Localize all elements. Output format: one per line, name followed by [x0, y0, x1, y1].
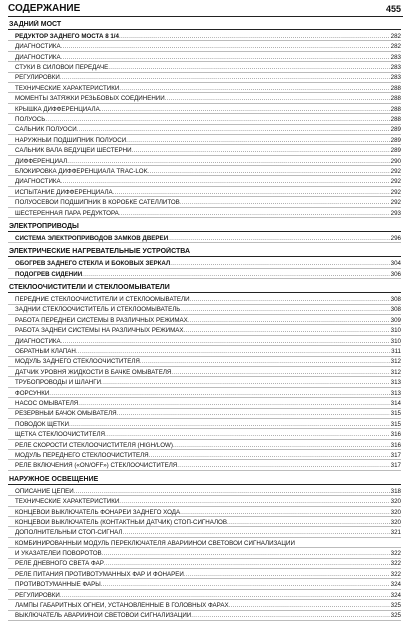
dot-leader	[165, 95, 390, 103]
dot-leader	[78, 400, 389, 408]
toc-entry[interactable]	[8, 569, 401, 579]
toc-entry[interactable]	[8, 305, 401, 315]
dot-leader	[101, 581, 390, 589]
toc-entry[interactable]	[8, 104, 401, 114]
entry-page-number: 283	[390, 53, 401, 61]
entry-label: СТУКИ В СИЛОВОЙ ПЕРЕДАЧЕ	[15, 64, 109, 72]
toc-entry[interactable]	[8, 409, 401, 419]
toc-entry[interactable]	[8, 496, 401, 506]
entry-page-number: 290	[390, 157, 401, 165]
entry-label: КОМБИНИРОВАННЫЙ МОДУЛЬ ПЕРЕКЛЮЧАТЕЛЯ АВАРИЙНОЙ СВЕТОВОЙ СИГНАЛИЗАЦИИ	[15, 539, 295, 547]
entry-label: САЛЬНИК ПОЛУОСИ	[15, 126, 77, 134]
dot-leader	[77, 126, 390, 134]
toc-entry[interactable]	[8, 294, 401, 304]
toc-section	[8, 475, 401, 621]
dot-leader	[119, 210, 390, 218]
entry-label: ТЕХНИЧЕСКИЕ ХАРАКТЕРИСТИКИ	[15, 498, 120, 506]
dot-leader	[190, 296, 390, 304]
toc-section	[8, 20, 401, 218]
toc-entry[interactable]	[8, 398, 401, 408]
dot-leader	[173, 442, 390, 450]
entry-page-number: 318	[390, 487, 401, 495]
entry-page-number: 289	[390, 126, 401, 134]
entry-page-number: 312	[390, 358, 401, 366]
entry-label: САЛЬНИК ВАЛА ВЕДУЩЕЙ ШЕСТЕРНИ	[15, 147, 132, 155]
toc-entry[interactable]	[8, 93, 401, 103]
dot-leader	[126, 137, 390, 145]
entry-page-number: 293	[390, 209, 401, 217]
entry-page-number: 316	[390, 441, 401, 449]
dot-leader	[74, 488, 390, 496]
entry-page-number: 288	[390, 84, 401, 92]
dot-leader	[45, 116, 389, 124]
toc-entry[interactable]	[8, 125, 401, 135]
entry-page-number: 322	[390, 550, 401, 558]
entry-label: ЩЕТКА СТЕКЛООЧИСТИТЕЛЯ	[15, 431, 105, 439]
toc-entry[interactable]	[8, 52, 401, 62]
dot-leader	[132, 147, 390, 155]
dot-leader	[122, 529, 389, 537]
entry-label: ОБРАТНЫЙ КЛАПАН	[15, 348, 76, 356]
entry-label: МОДУЛЬ ПЕРЕДНЕГО СТЕКЛООЧИСТИТЕЛЯ	[15, 451, 149, 459]
entry-label: ИСПЫТАНИЕ ДИФФЕРЕНЦИАЛА	[15, 188, 113, 196]
dot-leader	[119, 33, 390, 41]
entry-label: ДИАГНОСТИКА	[15, 43, 61, 51]
dot-leader	[100, 106, 390, 114]
entry-label: БЛОКИРОВКА ДИФФЕРЕНЦИАЛА TRAC-LOK	[15, 167, 148, 175]
toc-entry[interactable]	[8, 429, 401, 439]
entry-page-number: 314	[390, 400, 401, 407]
toc-entry[interactable]	[8, 208, 401, 218]
section-title: ЗАДНИЙ МОСТ	[8, 20, 401, 30]
toc-entry[interactable]	[8, 486, 401, 496]
entry-page-number: 296	[390, 234, 401, 242]
entry-label: РАБОТА ПЕРЕДНЕЙ СИСТЕМЫ В РАЗЛИЧНЫХ РЕЖИМАХ	[15, 316, 188, 324]
dot-leader	[49, 390, 389, 398]
toc-entry[interactable]	[8, 548, 401, 558]
entry-page-number: 283	[390, 64, 401, 72]
entry-page-number: 289	[390, 147, 401, 155]
entry-label: МОМЕНТЫ ЗАТЯЖКИ РЕЗЬБОВЫХ СОЕДИНЕНИЙ	[15, 95, 165, 103]
entry-label: ЗАДНИЙ СТЕКЛООЧИСТИТЕЛЬ И СТЕКЛООМЫВАТЕЛЬ	[15, 306, 181, 314]
entry-label: РАБОТА ЗАДНЕЙ СИСТЕМЫ НА РАЗЛИЧНЫХ РЕЖИМАХ	[15, 327, 184, 335]
entry-page-number: 315	[390, 420, 401, 428]
entry-page-number: 320	[390, 518, 401, 526]
entry-page-number: 317	[390, 451, 401, 459]
toc-entry[interactable]	[8, 460, 401, 470]
toc-entry[interactable]	[8, 31, 401, 41]
entry-page-number: 288	[390, 95, 401, 103]
entry-page-number: 317	[390, 462, 401, 470]
entry-label: ДАТЧИК УРОВНЯ ЖИДКОСТИ В БАЧКЕ ОМЫВАТЕЛЯ	[15, 368, 172, 376]
entry-page-number: 308	[390, 296, 401, 304]
toc-entry[interactable]	[8, 517, 401, 527]
entry-page-number: 288	[390, 105, 401, 113]
entry-label: КОНЦЕВОЙ ВЫКЛЮЧАТЕЛЬ ФОНАРЕЙ ЗАДНЕГО ХОДА	[15, 508, 181, 516]
toc-entry[interactable]	[8, 590, 401, 600]
toc-entry[interactable]	[8, 166, 401, 176]
toc-entry[interactable]	[8, 62, 401, 72]
dot-leader	[60, 592, 390, 600]
entry-label: ТЕХНИЧЕСКИЕ ХАРАКТЕРИСТИКИ	[15, 84, 120, 92]
dot-leader	[105, 431, 390, 439]
entry-label: РЕЛЕ ВКЛЮЧЕНИЯ («ON/OFF») СТЕКЛООЧИСТИТЕЛЯ	[15, 462, 178, 470]
dot-leader	[119, 498, 389, 506]
toc-entry[interactable]	[8, 579, 401, 589]
entry-page-number: 310	[390, 327, 401, 335]
dot-leader	[61, 178, 390, 186]
entry-page-number: 310	[390, 337, 401, 345]
entry-page-number: 324	[390, 591, 401, 599]
toc-entry[interactable]	[8, 135, 401, 145]
toc-entry[interactable]	[8, 83, 401, 93]
dot-leader	[149, 452, 390, 460]
toc-entry[interactable]	[8, 156, 401, 166]
dot-leader	[188, 317, 390, 325]
toc-entry[interactable]	[8, 611, 401, 621]
entry-label: ТРУБОПРОВОДЫ И ШЛАНГИ	[15, 379, 102, 387]
entry-label: ДИФФЕРЕНЦИАЛ	[15, 157, 68, 165]
entry-label: ПОВОДОК ЩЕТКИ	[15, 420, 69, 428]
entry-label: МОДУЛЬ ЗАДНЕГО СТЕКЛООЧИСТИТЕЛЯ	[15, 358, 140, 366]
entry-page-number: 292	[390, 199, 401, 207]
entry-page-number: 324	[390, 581, 401, 589]
dot-leader	[117, 410, 390, 418]
entry-page-number: 320	[390, 508, 401, 516]
dot-leader	[104, 560, 390, 568]
entry-label: ДИАГНОСТИКА	[15, 53, 61, 61]
toc-entry[interactable]	[8, 145, 401, 155]
dot-leader	[60, 74, 390, 82]
entry-label: РЕЛЕ ДНЕВНОГО СВЕТА ФАР	[15, 560, 104, 568]
entry-label: РЕЗЕРВНЫЙ БАЧОК ОМЫВАТЕЛЯ	[15, 410, 117, 418]
dot-leader	[184, 571, 390, 579]
entry-label: КОНЦЕВОЙ ВЫКЛЮЧАТЕЛЬ (КОНТАКТНЫЙ ДАТЧИК) СТОП-СИГНАЛОВ	[15, 518, 227, 526]
entry-page-number: 292	[390, 167, 401, 175]
page-number: 455	[385, 4, 401, 14]
table-of-contents	[8, 20, 401, 621]
toc-section	[8, 247, 401, 279]
entry-page-number: 320	[390, 498, 401, 506]
dot-leader	[82, 271, 390, 279]
section-title: СТЕКЛООЧИСТИТЕЛИ И СТЕКЛООМЫВАТЕЛИ	[8, 283, 401, 293]
entry-label: КРЫШКА ДИФФЕРЕНЦИАЛА	[15, 105, 100, 113]
entry-page-number: 325	[390, 602, 401, 610]
toc-entry[interactable]	[8, 233, 401, 243]
entry-label: ЛАМПЫ ГАБАРИТНЫХ ОГНЕЙ, УСТАНОВЛЕННЫЕ В ГОЛОВНЫХ ФАРАХ	[15, 602, 229, 610]
dot-leader	[227, 519, 390, 527]
entry-label: РЕЛЕ СКОРОСТИ СТЕКЛООЧИСТИТЕЛЯ (HIGH/LOW)	[15, 441, 173, 449]
dot-leader	[180, 509, 390, 517]
toc-entry[interactable]	[8, 527, 401, 537]
toc-entry[interactable]	[8, 377, 401, 387]
entry-label: ПОДОГРЕВ СИДЕНИЙ	[15, 270, 83, 278]
section-title: НАРУЖНОЕ ОСВЕЩЕНИЕ	[8, 475, 401, 485]
dot-leader	[113, 189, 390, 197]
toc-entry[interactable]	[8, 325, 401, 335]
entry-label: ОБОГРЕВ ЗАДНЕГО СТЕКЛА И БОКОВЫХ ЗЕРКАЛ	[15, 260, 171, 268]
toc-entry[interactable]	[8, 336, 401, 346]
section-title: ЭЛЕКТРОПРИВОДЫ	[8, 222, 401, 232]
toc-entry[interactable]	[8, 187, 401, 197]
dot-leader	[229, 602, 390, 610]
entry-page-number: 306	[390, 270, 401, 278]
toc-section	[8, 283, 401, 471]
toc-entry[interactable]	[8, 258, 401, 268]
page-header	[8, 3, 403, 15]
dot-leader	[177, 462, 389, 470]
entry-page-number: 292	[390, 178, 401, 186]
toc-entry[interactable]	[8, 559, 401, 569]
toc-entry[interactable]	[8, 114, 401, 124]
entry-label: РЕЛЕ ПИТАНИЯ ПРОТИВОТУМАННЫХ ФАР И ФОНАРЕЙ	[15, 570, 184, 578]
toc-entry[interactable]	[8, 176, 401, 186]
entry-page-number: 292	[390, 188, 401, 196]
entry-page-number: 315	[390, 410, 401, 418]
toc-entry[interactable]	[8, 600, 401, 610]
dot-leader	[61, 338, 390, 346]
entry-label: ВЫКЛЮЧАТЕЛЬ АВАРИЙНОЙ СВЕТОВОЙ СИГНАЛИЗАЦИИ	[15, 612, 192, 620]
entry-page-number: 321	[390, 529, 401, 537]
dot-leader	[168, 235, 390, 243]
dot-leader	[180, 199, 390, 207]
toc-entry[interactable]	[8, 346, 401, 356]
entry-page-number: 282	[390, 32, 401, 40]
entry-label: ОПИСАНИЕ ЦЕПЕЙ	[15, 487, 74, 495]
toc-entry[interactable]	[8, 507, 401, 517]
entry-page-number: 313	[390, 379, 401, 387]
dot-leader	[102, 550, 390, 558]
toc-entry[interactable]	[8, 357, 401, 367]
dot-leader	[171, 369, 389, 377]
toc-entry[interactable]	[8, 197, 401, 207]
dot-leader	[108, 64, 389, 72]
entry-label: И УКАЗАТЕЛЕЙ ПОВОРОТОВ	[15, 550, 102, 558]
entry-page-number: 316	[390, 431, 401, 439]
toc-entry[interactable]	[8, 450, 401, 460]
toc-entry[interactable]	[8, 538, 401, 548]
dot-leader	[170, 260, 389, 268]
header-rule	[8, 16, 403, 17]
dot-leader	[148, 168, 390, 176]
dot-leader	[191, 612, 389, 620]
entry-label: ПРОТИВОТУМАННЫЕ ФАРЫ	[15, 581, 101, 589]
entry-label: ПОЛУОСЕВОЙ ПОДШИПНИК В КОРОБКЕ САТЕЛЛИТОВ	[15, 199, 180, 207]
entry-label: ПОЛУОСЬ	[15, 116, 46, 124]
toc-entry[interactable]	[8, 269, 401, 279]
entry-page-number: 304	[390, 260, 401, 268]
toc-entry[interactable]	[8, 315, 401, 325]
toc-entry[interactable]	[8, 367, 401, 377]
entry-label: НАРУЖНЫЙ ПОДШИПНИК ПОЛУОСИ	[15, 136, 127, 144]
toc-entry[interactable]	[8, 73, 401, 83]
toc-entry[interactable]	[8, 41, 401, 51]
entry-label: СИСТЕМА ЭЛЕКТРОПРИВОДОВ ЗАМКОВ ДВЕРЕЙ	[15, 234, 169, 242]
dot-leader	[67, 158, 389, 166]
entry-label: ДИАГНОСТИКА	[15, 178, 61, 186]
entry-page-number: 289	[390, 136, 401, 144]
dot-leader	[119, 85, 389, 93]
entry-page-number: 313	[390, 389, 401, 397]
entry-label: ДИАГНОСТИКА	[15, 337, 61, 345]
entry-page-number: 308	[390, 306, 401, 314]
entry-page-number: 322	[390, 570, 401, 578]
entry-label: РЕГУЛИРОВКИ	[15, 591, 60, 599]
dot-leader	[140, 358, 390, 366]
entry-page-number: 312	[390, 368, 401, 376]
entry-label: ШЕСТЕРЕННАЯ ПАРА РЕДУКТОРА	[15, 209, 119, 217]
dot-leader	[101, 379, 390, 387]
entry-label: ДОПОЛНИТЕЛЬНЫЙ СТОП-СИГНАЛ	[15, 529, 123, 537]
entry-label: ПЕРЕДНИЕ СТЕКЛООЧИСТИТЕЛИ И СТЕКЛООМЫВАТЕЛИ	[15, 296, 190, 304]
entry-page-number: 283	[390, 74, 401, 82]
toc-entry[interactable]	[8, 419, 401, 429]
entry-label: РЕГУЛИРОВКИ	[15, 74, 60, 82]
dot-leader	[61, 54, 390, 62]
section-title: ЭЛЕКТРИЧЕСКИЕ НАГРЕВАТЕЛЬНЫЕ УСТРОЙСТВА	[8, 247, 401, 257]
entry-page-number: 322	[390, 560, 401, 568]
entry-page-number: 311	[391, 348, 401, 356]
entry-page-number: 282	[390, 43, 401, 51]
entry-label: НАСОС ОМЫВАТЕЛЯ	[15, 400, 79, 407]
header-title: СОДЕРЖАНИЕ	[8, 3, 81, 14]
toc-section	[8, 222, 401, 243]
entry-label: РЕДУКТОР ЗАДНЕГО МОСТА 8 1/4	[15, 32, 119, 40]
entry-label: ФОРСУНКИ	[15, 389, 50, 397]
entry-page-number: 309	[390, 316, 401, 324]
toc-entry[interactable]	[8, 388, 401, 398]
entry-page-number: 288	[390, 116, 401, 124]
entry-page-number: 325	[390, 612, 401, 620]
toc-entry[interactable]	[8, 440, 401, 450]
dot-leader	[61, 43, 390, 51]
dot-leader	[180, 306, 389, 314]
dot-leader	[69, 421, 390, 429]
dot-leader	[184, 327, 390, 335]
dot-leader	[76, 348, 390, 356]
